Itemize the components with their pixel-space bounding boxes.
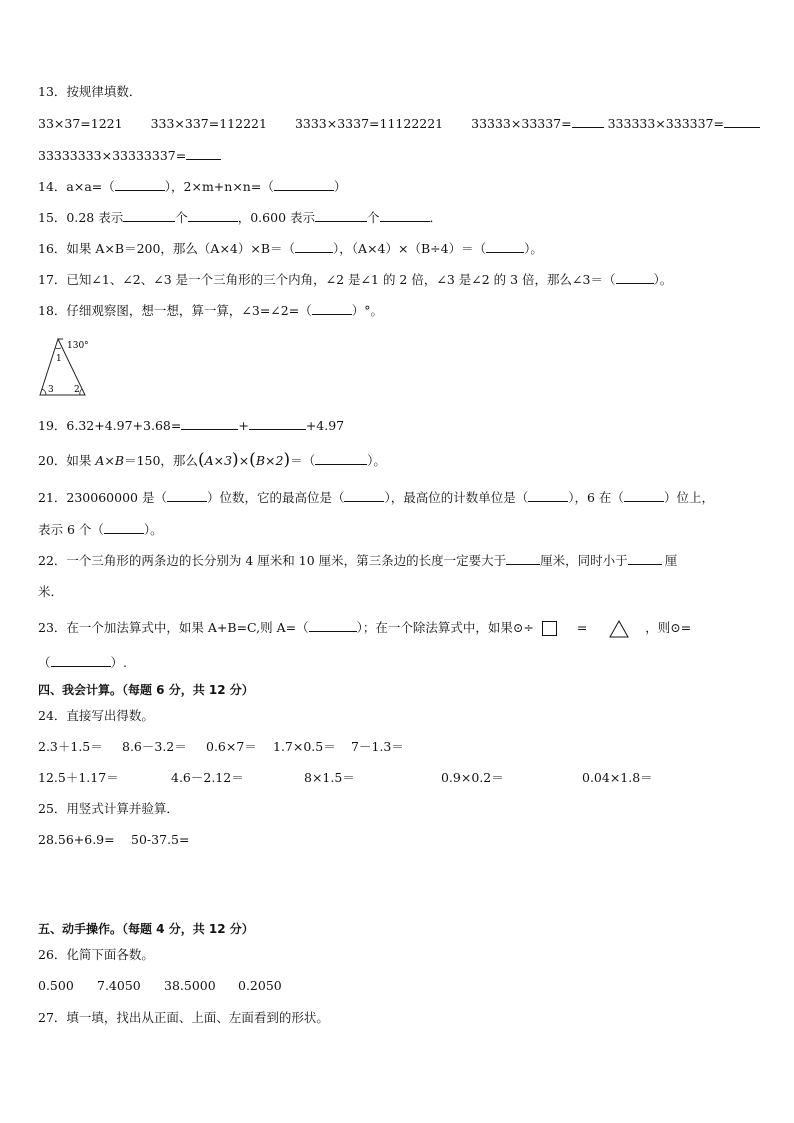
q16: [38, 240, 543, 257]
q15-part-d: 个: [367, 210, 380, 225]
q15-blank1[interactable]: [123, 209, 175, 222]
q19-blank1[interactable]: [181, 417, 238, 430]
q13-blank2[interactable]: [724, 115, 760, 128]
q23-part-f: ）.: [110, 655, 127, 670]
q21-line1: [38, 489, 714, 506]
q20-a3-expr: A×3: [204, 453, 233, 468]
triangle-figure: [36, 334, 106, 398]
q15-blank2[interactable]: [188, 209, 238, 222]
q17-blank1[interactable]: [616, 271, 654, 284]
q21-blank3[interactable]: [528, 489, 568, 502]
q21-blank2[interactable]: [344, 489, 384, 502]
q19-blank2[interactable]: [249, 417, 306, 430]
q23-blank1[interactable]: [309, 619, 357, 632]
q13-blank3[interactable]: [186, 147, 221, 160]
q21-part-e: ）位上，: [663, 490, 714, 505]
q26-item-4: 0.2050: [238, 978, 282, 993]
q20-ab-expr: A×B: [95, 453, 125, 468]
angle3-arc: [42, 389, 46, 395]
q19-part-a: 19．6.32+4.97+3.68=: [38, 418, 182, 433]
q14: [38, 178, 346, 195]
q24-r1-c3: 0.6×7＝: [206, 739, 257, 754]
q18: [38, 302, 383, 319]
q19-part-b: +: [238, 418, 249, 433]
q22-line1: [38, 552, 677, 569]
angle3-label: 3: [48, 385, 54, 395]
q16-part-a: 16．如果 A×B＝200，那么（A×4）×B＝（: [38, 241, 296, 256]
section-5-heading: 五、动手操作。（每题 4 分，共 12 分）: [38, 922, 254, 936]
triangle-shape-icon: [609, 620, 629, 638]
q15-blank4[interactable]: [380, 209, 430, 222]
q21-part-d: ），6 在（: [568, 490, 624, 505]
q20-rparen-1: ): [232, 450, 239, 470]
q16-blank2[interactable]: [486, 240, 524, 253]
q13-eq4: 33333×33337=: [471, 116, 572, 131]
q15: [38, 209, 442, 226]
q16-part-b: ），（A×4）×（B÷4）＝（: [333, 241, 487, 256]
q18-blank1[interactable]: [312, 302, 352, 315]
q20-lparen-1: (: [197, 450, 205, 470]
q21-blank5[interactable]: [104, 521, 144, 534]
q20-rparen-2: ): [283, 450, 291, 470]
q15-blank3[interactable]: [315, 209, 367, 222]
q21-blank4[interactable]: [624, 489, 664, 502]
q16-blank1[interactable]: [295, 240, 333, 253]
q22-line2: [38, 584, 63, 600]
q21-part-b: ）位数，它的最高位是（: [206, 490, 345, 505]
q13-eq2: 333×337=112221: [150, 116, 267, 131]
angle-130-label: 130°: [67, 341, 89, 351]
q13-row2: [38, 147, 221, 164]
q21-part-f: 表示 6 个（: [38, 522, 104, 537]
q14-part-a: 14．a×a=（: [38, 179, 115, 194]
q20-part-a: 20．如果: [38, 453, 92, 468]
q17-part-a: 17．已知∠1、∠2、∠3 是一个三角形的三个内角，∠2 是∠1 的 2 倍，∠3 是∠2 的 3 倍，那么∠3＝（: [38, 272, 616, 287]
q24-r1-c1: 2.3＋1.5＝: [38, 739, 103, 754]
q13-blank1[interactable]: [572, 115, 604, 128]
q20-part-c: ）。: [367, 453, 386, 468]
q18-part-b: ）°。: [351, 303, 383, 318]
angle2-arc: [80, 389, 82, 395]
q25-title: 25．用竖式计算并验算．: [38, 801, 179, 816]
q20-times: ×: [238, 453, 250, 468]
q17: [38, 271, 672, 288]
q23-blank2[interactable]: [51, 654, 111, 667]
q22-part-c: 厘: [664, 553, 678, 568]
q24-r1-c4: 1.7×0.5＝: [273, 739, 336, 754]
q21-blank1[interactable]: [167, 489, 207, 502]
q24-r2-c5: 0.04×1.8＝: [582, 770, 653, 785]
q22-part-d: 米．: [38, 584, 64, 599]
q14-part-b: ），2×m+n×n=（: [164, 179, 274, 194]
q20-lparen-2: (: [249, 450, 256, 470]
angle1-arc: [55, 348, 61, 349]
q19: [38, 417, 344, 434]
q13-row1: [38, 115, 760, 132]
q19-part-c: +4.97: [305, 418, 345, 433]
q14-part-c: ）: [333, 179, 347, 194]
section-4-heading: 四、我会计算。（每题 6 分，共 12 分）: [38, 683, 254, 697]
q23-part-b: ）；在一个除法算式中，如果⊙÷: [356, 620, 534, 635]
q21-part-g: ）。: [143, 522, 163, 537]
q17-part-b: ）。: [653, 272, 673, 287]
angle2-label: 2: [74, 385, 80, 395]
q22-part-a: 22．一个三角形的两条边的长分别为 4 厘米和 10 厘米，第三条边的长度一定要大于: [38, 553, 507, 568]
q23-line2: [38, 654, 127, 671]
q20-eq: ＝150，那么: [124, 453, 198, 468]
q23-equals: =: [576, 620, 588, 635]
q18-part-a: 18．仔细观察图，想一想，算一算，∠3=∠2=（: [38, 303, 312, 318]
q13-eq1: 33×37=1221: [38, 116, 123, 131]
q14-blank1[interactable]: [115, 178, 165, 191]
q26-item-3: 38.5000: [164, 978, 216, 993]
q23-part-d: ，则⊙=: [645, 620, 692, 635]
q21-line2: [38, 521, 163, 538]
q13-eq3: 3333×3337=11122221: [294, 116, 444, 131]
q27-title: 27．填一填，找出从正面、上面、左面看到的形状。: [38, 1010, 329, 1025]
q22-part-b: 厘米，同时小于: [540, 553, 628, 568]
q24-r1-c2: 8.6－3.2＝: [122, 739, 187, 754]
q25-eq2: 50-37.5=: [131, 832, 190, 847]
q24-r2-c3: 8×1.5＝: [304, 770, 355, 785]
q20-b2-expr: B×2: [255, 453, 284, 468]
q15-part-e: ．: [429, 210, 443, 225]
q21-part-a: 21．230060000 是（: [38, 490, 167, 505]
q23-part-e: （: [38, 655, 51, 670]
q20-eq2: ＝（: [290, 453, 316, 468]
q21-part-c: ），最高位的计数单位是（: [384, 490, 529, 505]
q26-item-1: 0.500: [38, 978, 74, 993]
q13-title: 13．按规律填数．: [38, 84, 142, 99]
angle1-label: 1: [56, 354, 62, 364]
q23-part-a: 23．在一个加法算式中，如果 A+B=C,则 A=（: [38, 620, 309, 635]
q15-part-a: 15．0.28 表示: [38, 210, 124, 225]
q23-line1: [38, 619, 691, 638]
q26-item-2: 7.4050: [97, 978, 141, 993]
q24-r2-c4: 0.9×0.2＝: [441, 770, 504, 785]
q15-part-c: ，0.600 表示: [237, 210, 315, 225]
q15-part-b: 个: [175, 210, 188, 225]
q25-eq1: 28.56+6.9=: [38, 832, 115, 847]
q14-blank2[interactable]: [274, 178, 334, 191]
q24-r2-c1: 12.5＋1.17＝: [38, 770, 119, 785]
q13-eq6: 33333333×33333337=: [38, 148, 187, 163]
q24-r2-c2: 4.6－2.12＝: [171, 770, 244, 785]
q13-eq5: 333333×333337=: [607, 116, 724, 131]
q26-title: 26．化简下面各数。: [38, 947, 154, 962]
q16-part-c: ）。: [524, 241, 543, 256]
q20-blank1[interactable]: [315, 452, 367, 465]
q20: [38, 452, 386, 469]
square-shape: [542, 621, 557, 636]
q24-r1-c5: 7－1.3＝: [351, 739, 404, 754]
q22-blank2[interactable]: [628, 552, 662, 565]
q22-blank1[interactable]: [506, 552, 540, 565]
q24-title: 24．直接写出得数。: [38, 708, 154, 723]
